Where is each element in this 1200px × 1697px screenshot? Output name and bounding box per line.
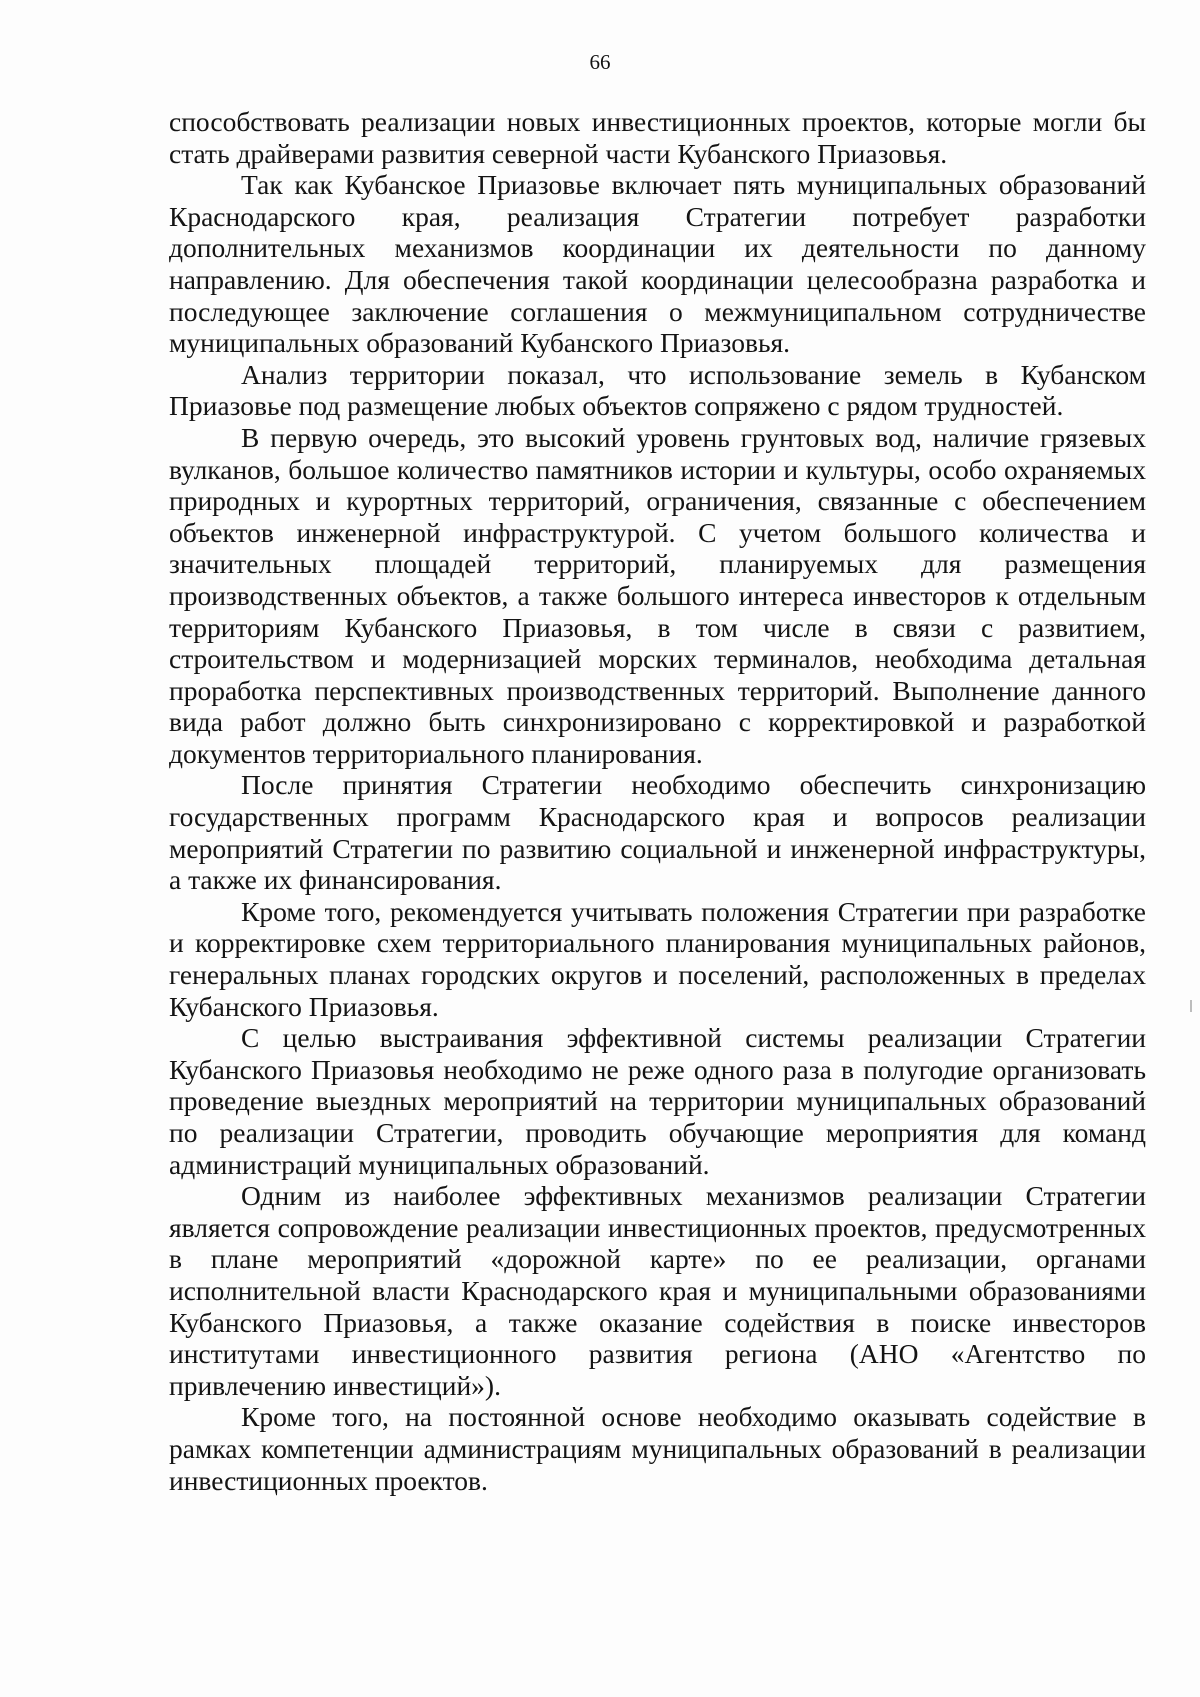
paragraph: Так как Кубанское Приазовье включает пять муниципальных образований Краснодарского края, реализация Стратегии потребует разработки дополнительных механизмов координации их деятельности по данному направлению. Для обеспечения такой координации целесообразна разработка и последующее заключение соглашения о межмуниципальном сотрудничестве муниципальных образований Кубанского Приазовья.: [169, 169, 1146, 359]
paragraph: В первую очередь, это высокий уровень грунтовых вод, наличие грязевых вулканов, большое количество памятников истории и культуры, особо охраняемых природных и курортных территорий, ограничения, связанные с обеспечением объектов инженерной инфраструктурой. С учетом большого количества и значительных площадей территорий, планируемых для размещения производственных объектов, а также большого интереса инвесторов к отдельным территориям Кубанского Приазовья, в том числе в связи с развитием, строительством и модернизацией морских терминалов, необходима детальная проработка перспективных производственных территорий. Выполнение данного вида работ должно быть синхронизировано с корректировкой и разработкой документов территориального планирования.: [169, 421, 1146, 769]
paragraph: Кроме того, на постоянной основе необходимо оказывать содействие в рамках компетенции администрациям муниципальных образований в реализации инвестиционных проектов.: [169, 1401, 1146, 1496]
page-number: 66: [589, 50, 611, 74]
paragraph: способствовать реализации новых инвестиционных проектов, которые могли бы стать драйверами развития северной части Кубанского Приазовья.: [169, 106, 1146, 169]
paragraph: После принятия Стратегии необходимо обеспечить синхронизацию государственных программ Краснодарского края и вопросов реализации мероприятий Стратегии по развитию социальной и инженерной инфраструктуры, а также их финансирования.: [169, 769, 1146, 896]
body-text: [169, 106, 1146, 1496]
paragraph: Одним из наиболее эффективных механизмов реализации Стратегии является сопровождение реализации инвестиционных проектов, предусмотренных в плане мероприятий «дорожной карте» по ее реализации, органами исполнительной власти Краснодарского края и муниципальными образованиями Кубанского Приазовья, а также оказание содействия в поиске инвесторов институтами инвестиционного развития региона (АНО «Агентство по привлечению инвестиций»).: [169, 1180, 1146, 1401]
paragraph: Анализ территории показал, что использование земель в Кубанском Приазовье под размещение любых объектов сопряжено с рядом трудностей.: [169, 358, 1146, 422]
paragraph: С целью выстраивания эффективной системы реализации Стратегии Кубанского Приазовья необходимо не реже одного раза в полугодие организовать проведение выездных мероприятий на территории муниципальных образований по реализации Стратегии, проводить обучающие мероприятия для команд администраций муниципальных образований.: [169, 1022, 1146, 1180]
paragraph: Кроме того, рекомендуется учитывать положения Стратегии при разработке и корректировке схем территориального планирования муниципальных районов, генеральных планах городских округов и поселений, расположенных в пределах Кубанского Приазовья.: [169, 895, 1146, 1022]
scan-margin-mark: [1190, 1000, 1192, 1012]
